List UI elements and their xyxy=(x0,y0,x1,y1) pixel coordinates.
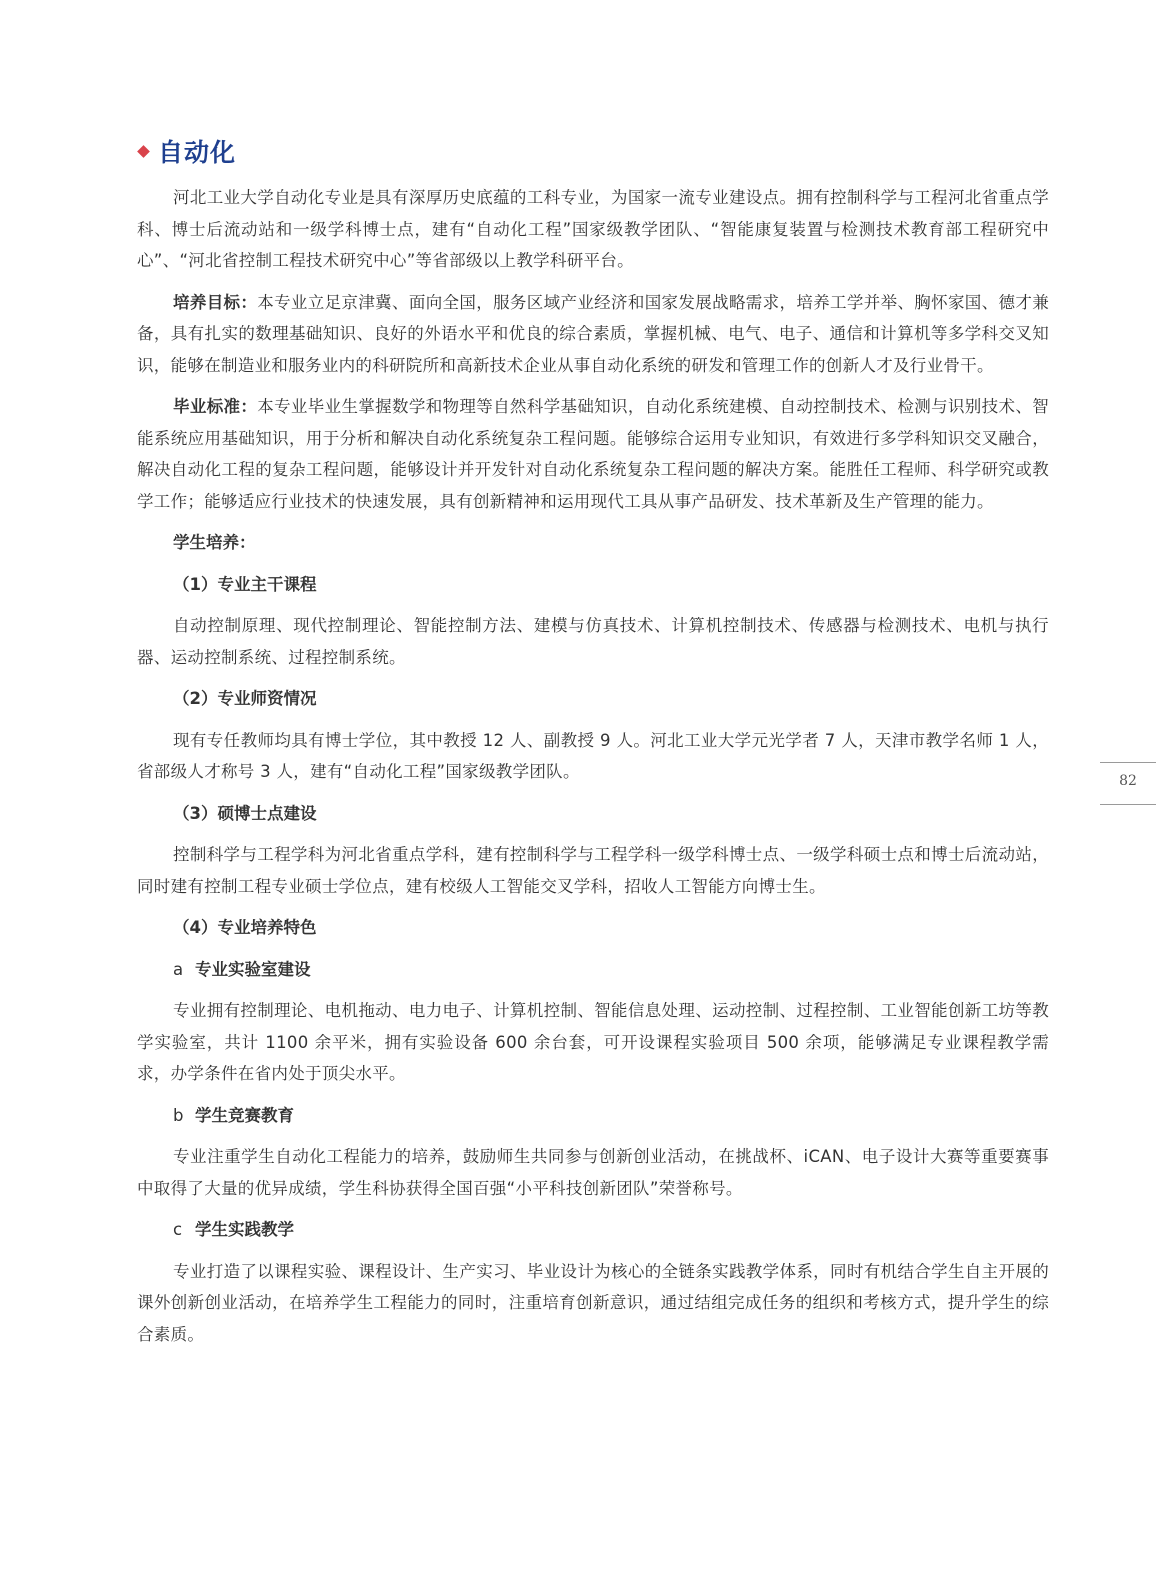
competition-heading-text: 学生竞赛教育 xyxy=(195,1105,294,1125)
standard-label: 毕业标准： xyxy=(173,397,258,416)
lab-heading xyxy=(137,954,1049,986)
intro-paragraph: 河北工业大学自动化专业是具有深厚历史底蕴的工科专业，为国家一流专业建设点。拥有控制科学与工程河北省重点学科、博士后流动站和一级学科博士点，建有“自动化工程”国家级教学团队、“智能康复装置与检测技术教育部工程研究中心”、“河北省控制工程技术研究中心”等省部级以上教学科研平台。 xyxy=(137,188,1049,270)
lab-paragraph: 专业拥有控制理论、电机拖动、电力电子、计算机控制、智能信息处理、运动控制、过程控制、工业智能创新工坊等教学实验室，共计 1100 余平米，拥有实验设备 600 余台套，可开设课程实验项目 500 余项，能够满足专业课程教学需求，办学条件在省内处于顶尖水平。 xyxy=(137,1001,1049,1083)
section-title xyxy=(137,134,1049,168)
practice-heading xyxy=(137,1214,1049,1246)
courses-paragraph: 自动控制原理、现代控制理论、智能控制方法、建模与仿真技术、计算机控制技术、传感器与检测技术、电机与执行器、运动控制系统、过程控制系统。 xyxy=(137,616,1049,667)
competition-letter: b xyxy=(173,1105,184,1125)
page-number: 82 xyxy=(1119,773,1137,789)
degree-paragraph: 控制科学与工程学科为河北省重点学科，建有控制科学与工程学科一级学科博士点、一级学科硕士点和博士后流动站，同时建有控制工程专业硕士学位点，建有校级人工智能交叉学科，招收人工智能方向博士生。 xyxy=(137,845,1049,896)
practice-heading-text: 学生实践教学 xyxy=(195,1220,294,1239)
competition-paragraph: 专业注重学生自动化工程能力的培养，鼓励师生共同参与创新创业活动，在挑战杯、iCAN、电子设计大赛等重要赛事中取得了大量的优异成绩，学生科协获得全国百强“小平科技创新团队”荣誉称号。 xyxy=(137,1147,1049,1198)
faculty-paragraph: 现有专任教师均具有博士学位，其中教授 12 人、副教授 9 人。河北工业大学元光学者 7 人，天津市教学名师 1 人，省部级人才称号 3 人，建有“自动化工程”国家级教学团队。 xyxy=(137,730,1049,781)
objective-label: 培养目标： xyxy=(173,292,258,312)
faculty-heading: （2）专业师资情况 xyxy=(173,689,317,708)
diamond-bullet-icon xyxy=(137,145,150,158)
standard-text: 本专业毕业生掌握数学和物理等自然科学基础知识，自动化系统建模、自动控制技术、检测与识别技术、智能系统应用基础知识，用于分析和解决自动化系统复杂工程问题。能够综合运用专业知识，有效进行多学科知识交叉融合，解决自动化工程的复杂工程问题，能够设计并开发针对自动化系统复杂工程问题的解决方案。能胜任工程师、科学研究或教学工作；能够适应行业技术的快速发展，具有创新精神和运用现代工具从事产品研发、技术革新及生产管理的能力。 xyxy=(137,397,1049,511)
competition-heading xyxy=(137,1100,1049,1132)
objective-paragraph xyxy=(137,287,1049,382)
page-number-top-rule xyxy=(1100,762,1156,763)
practice-paragraph: 专业打造了以课程实验、课程设计、生产实习、毕业设计为核心的全链条实践教学体系，同时有机结合学生自主开展的课外创新创业活动，在培养学生工程能力的同时，注重培育创新意识，通过结组完成任务的组织和考核方式，提升学生的综合素质。 xyxy=(137,1261,1049,1344)
lab-heading-text: 专业实验室建设 xyxy=(195,959,311,979)
features-heading: （4）专业培养特色 xyxy=(173,918,317,937)
standard-paragraph xyxy=(137,391,1049,517)
degree-heading: （3）硕博士点建设 xyxy=(173,803,317,823)
page-number-marker xyxy=(1100,762,1156,804)
objective-text: 本专业立足京津冀、面向全国，服务区域产业经济和国家发展战略需求，培养工学并举、胸怀家国、德才兼备，具有扎实的数理基础知识、良好的外语水平和优良的综合素质，掌握机械、电气、电子、通信和计算机等多学科交叉知识，能够在制造业和服务业内的科研院所和高新技术企业从事自动化系统的研发和管理工作的创新人才及行业骨干。 xyxy=(137,292,1049,375)
document-body xyxy=(137,134,1049,1360)
practice-letter: c xyxy=(173,1220,183,1239)
courses-heading: （1）专业主干课程 xyxy=(173,574,317,594)
section-title-text: 自动化 xyxy=(158,138,237,167)
training-heading: 学生培养： xyxy=(173,533,256,552)
lab-letter: a xyxy=(173,959,184,979)
page-number-bottom-rule xyxy=(1100,804,1156,805)
